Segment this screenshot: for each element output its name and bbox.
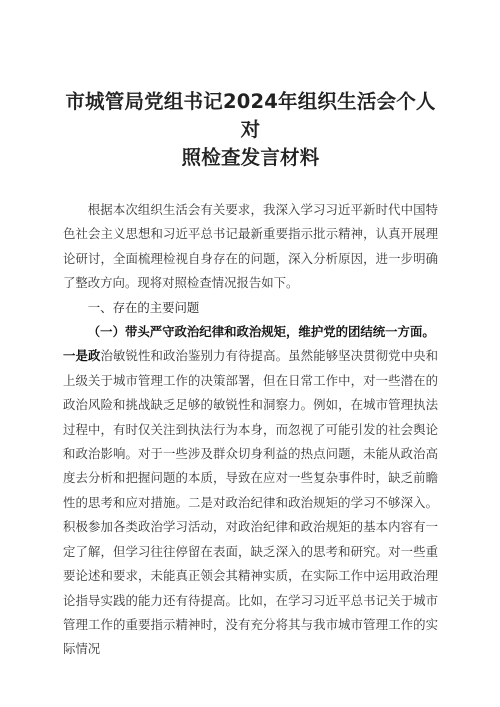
document-body: [63, 198, 438, 662]
title-line-2: 照检查发言材料: [181, 146, 320, 169]
point-paragraph: [63, 344, 438, 661]
section-heading: 一、存在的主要问题: [87, 299, 200, 315]
title-line-1: 市城管局党组书记2024年组织生活会个人对: [65, 90, 436, 141]
point-lead: 一是政: [63, 348, 101, 364]
intro-paragraph: 根据本次组织生活会有关要求，我深入学习习近平新时代中国特色社会主义思想和习近平总书记最新重要指示批示精神，认真开展理论研讨，全面梳理检视自身存在的问题，深入分析原因，进一步明确了整改方向。现将对照检查情况报告如下。: [63, 202, 438, 291]
point-text: 治敏锐性和政治鉴别力有待提高。虽然能够坚决贯彻党中央和上级关于城市管理工作的决策部署，但在日常工作中，对一些潜在的政治风险和挑战缺乏足够的敏锐性和洞察力。例如，在城市管理执法过程中，有时仅关注到执法行为本身，而忽视了可能引发的社会舆论和政治影响。对于一些涉及群众切身利益的热点问题，未能从政治高度去分析和把握问题的本质，导致在应对一些复杂事件时，缺乏前瞻性的思考和应对措施。二是对政治纪律和政治规矩的学习不够深入。积极参加各类政治学习活动，对政治纪律和政治规矩的基本内容有一定了解，但学习往往停留在表面，缺乏深入的思考和研究。对一些重要论述和要求，未能真正领会其精神实质，在实际工作中运用政治理论指导实践的能力还有待提高。比如，在学习习近平总书记关于城市管理工作的重要指示精神时，没有充分将其与我市城市管理工作的实际情况: [63, 348, 439, 657]
subsection-heading: （一）带头严守政治纪律和政治规矩，维护党的团结统一方面。: [87, 324, 435, 340]
document-title: [63, 88, 438, 172]
